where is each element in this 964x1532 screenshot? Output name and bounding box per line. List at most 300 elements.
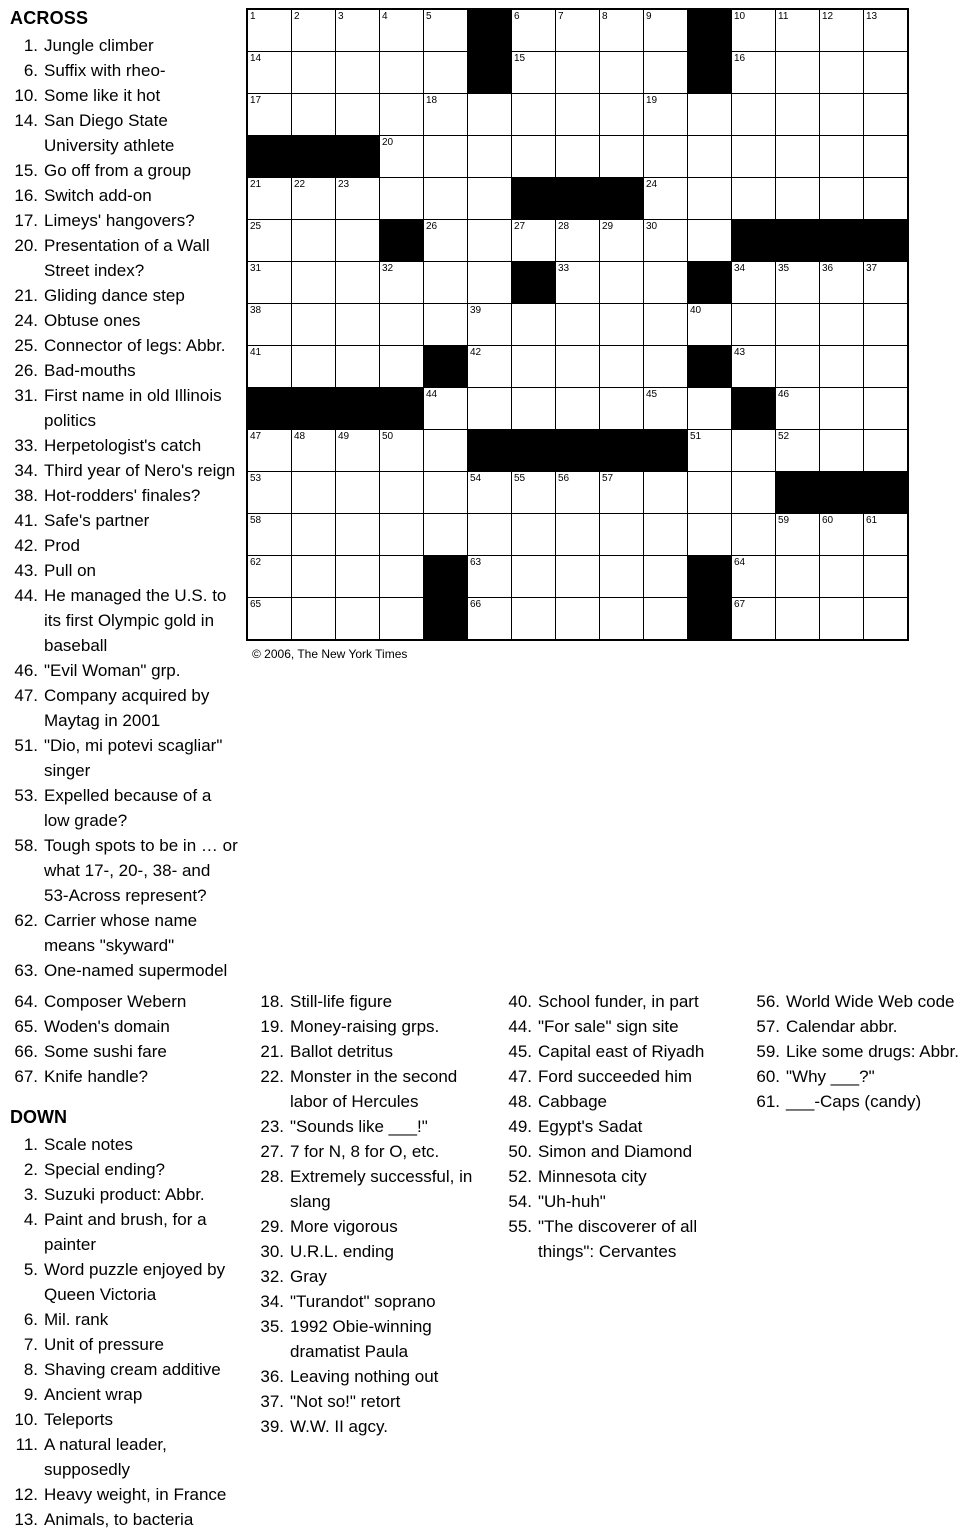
grid-cell[interactable] bbox=[292, 346, 336, 388]
grid-cell[interactable] bbox=[820, 304, 864, 346]
grid-cell[interactable] bbox=[864, 178, 909, 220]
clue-item[interactable] bbox=[10, 1332, 248, 1357]
grid-cell[interactable] bbox=[247, 472, 292, 514]
grid-cell[interactable] bbox=[556, 472, 600, 514]
grid-cell[interactable] bbox=[644, 472, 688, 514]
clue-item[interactable] bbox=[10, 458, 238, 483]
grid-cell[interactable] bbox=[380, 52, 424, 94]
grid-cell[interactable] bbox=[512, 346, 556, 388]
grid-cell[interactable] bbox=[336, 430, 380, 472]
grid-cell-number: 64 bbox=[734, 557, 746, 568]
grid-cell[interactable] bbox=[556, 94, 600, 136]
clue-item[interactable] bbox=[752, 1039, 964, 1064]
grid-cell[interactable] bbox=[380, 346, 424, 388]
grid-cell[interactable] bbox=[336, 598, 380, 641]
grid-cell[interactable] bbox=[380, 598, 424, 641]
grid-cell[interactable] bbox=[644, 598, 688, 641]
clue-item[interactable] bbox=[10, 58, 238, 83]
grid-cell[interactable] bbox=[380, 178, 424, 220]
grid-cell[interactable] bbox=[688, 388, 732, 430]
clue-text: Tough spots to be in … or what 17-, 20-, 38- and 53-Across represent? bbox=[44, 836, 238, 905]
clue-text: Paint and brush, for a painter bbox=[44, 1210, 207, 1254]
grid-cell[interactable] bbox=[644, 514, 688, 556]
grid-cell[interactable] bbox=[820, 52, 864, 94]
clue-item[interactable] bbox=[256, 1414, 496, 1439]
grid-cell[interactable] bbox=[424, 430, 468, 472]
grid-cell[interactable] bbox=[424, 514, 468, 556]
grid-cell[interactable] bbox=[292, 220, 336, 262]
grid-cell[interactable] bbox=[512, 472, 556, 514]
grid-cell[interactable] bbox=[776, 262, 820, 304]
grid-cell[interactable] bbox=[864, 514, 909, 556]
grid-cell[interactable] bbox=[600, 598, 644, 641]
grid-cell[interactable] bbox=[380, 556, 424, 598]
grid-cell[interactable] bbox=[776, 556, 820, 598]
grid-cell[interactable] bbox=[864, 598, 909, 641]
grid-cell[interactable] bbox=[732, 430, 776, 472]
clue-number: 4. bbox=[23, 1210, 38, 1229]
clue-item[interactable] bbox=[10, 783, 238, 833]
grid-cell[interactable] bbox=[688, 220, 732, 262]
grid-cell[interactable] bbox=[247, 346, 292, 388]
grid-cell[interactable] bbox=[732, 9, 776, 52]
clue-item[interactable] bbox=[10, 1357, 248, 1382]
grid-cell-blocked bbox=[468, 9, 512, 52]
grid-cell[interactable] bbox=[247, 514, 292, 556]
grid-cell[interactable] bbox=[776, 388, 820, 430]
grid-cell[interactable] bbox=[424, 136, 468, 178]
grid-cell[interactable] bbox=[732, 514, 776, 556]
grid-cell[interactable] bbox=[644, 220, 688, 262]
grid-row bbox=[247, 178, 908, 220]
clue-item[interactable] bbox=[10, 1132, 248, 1157]
grid-cell[interactable] bbox=[468, 556, 512, 598]
grid-cell[interactable] bbox=[644, 9, 688, 52]
clue-item[interactable] bbox=[504, 1114, 744, 1139]
clue-text: World Wide Web code bbox=[786, 992, 955, 1011]
clue-item[interactable] bbox=[256, 1389, 496, 1414]
grid-cell[interactable] bbox=[292, 514, 336, 556]
clue-item[interactable] bbox=[10, 1257, 248, 1307]
grid-cell[interactable] bbox=[380, 136, 424, 178]
grid-cell[interactable] bbox=[380, 514, 424, 556]
grid-cell[interactable] bbox=[688, 304, 732, 346]
grid-cell[interactable] bbox=[336, 514, 380, 556]
grid-cell[interactable] bbox=[864, 346, 909, 388]
grid-cell-blocked bbox=[644, 430, 688, 472]
grid-cell[interactable] bbox=[600, 346, 644, 388]
grid-cell[interactable] bbox=[247, 556, 292, 598]
grid-cell[interactable] bbox=[468, 472, 512, 514]
clue-item[interactable] bbox=[10, 483, 238, 508]
grid-cell[interactable] bbox=[468, 220, 512, 262]
grid-cell[interactable] bbox=[864, 9, 909, 52]
grid-cell[interactable] bbox=[292, 9, 336, 52]
clue-item[interactable] bbox=[10, 1382, 248, 1407]
grid-cell[interactable] bbox=[336, 346, 380, 388]
grid-cell[interactable] bbox=[644, 178, 688, 220]
grid-cell[interactable] bbox=[247, 94, 292, 136]
grid-cell-number: 59 bbox=[778, 515, 790, 526]
clue-item[interactable] bbox=[10, 989, 248, 1014]
clue-item[interactable] bbox=[10, 308, 238, 333]
grid-cell[interactable] bbox=[336, 304, 380, 346]
clue-item[interactable] bbox=[504, 989, 744, 1014]
clue-item[interactable] bbox=[10, 383, 238, 433]
grid-cell[interactable] bbox=[556, 220, 600, 262]
clue-item[interactable] bbox=[504, 1064, 744, 1089]
grid-cell[interactable] bbox=[600, 556, 644, 598]
grid-cell[interactable] bbox=[600, 52, 644, 94]
clue-item[interactable] bbox=[504, 1164, 744, 1189]
grid-cell[interactable] bbox=[424, 220, 468, 262]
grid-cell[interactable] bbox=[556, 9, 600, 52]
clue-item[interactable] bbox=[504, 1089, 744, 1114]
grid-cell[interactable] bbox=[820, 178, 864, 220]
grid-cell-blocked bbox=[776, 220, 820, 262]
clue-item[interactable] bbox=[10, 233, 238, 283]
clue-text: Cabbage bbox=[538, 1092, 608, 1111]
grid-cell[interactable] bbox=[424, 178, 468, 220]
grid-cell[interactable] bbox=[247, 262, 292, 304]
clue-number: 46. bbox=[14, 661, 38, 680]
grid-cell[interactable] bbox=[776, 9, 820, 52]
grid-cell[interactable] bbox=[512, 94, 556, 136]
grid-cell[interactable] bbox=[600, 220, 644, 262]
grid-cell-number: 33 bbox=[558, 263, 570, 274]
clue-item[interactable] bbox=[10, 508, 238, 533]
grid-cell[interactable] bbox=[688, 136, 732, 178]
clue-item[interactable] bbox=[10, 83, 238, 108]
clue-number: 20. bbox=[14, 236, 38, 255]
grid-cell[interactable] bbox=[468, 94, 512, 136]
grid-cell[interactable] bbox=[644, 388, 688, 430]
clue-item[interactable] bbox=[256, 989, 496, 1014]
grid-cell-number: 8 bbox=[602, 11, 608, 22]
grid-cell[interactable] bbox=[512, 388, 556, 430]
clue-item[interactable] bbox=[256, 1214, 496, 1239]
grid-cell[interactable] bbox=[644, 136, 688, 178]
clue-item[interactable] bbox=[10, 1307, 248, 1332]
grid-cell[interactable] bbox=[556, 346, 600, 388]
grid-cell[interactable] bbox=[688, 94, 732, 136]
grid-cell[interactable] bbox=[864, 556, 909, 598]
grid-cell[interactable] bbox=[424, 262, 468, 304]
grid-cell[interactable] bbox=[512, 514, 556, 556]
grid-cell[interactable] bbox=[864, 304, 909, 346]
grid-cell[interactable] bbox=[600, 136, 644, 178]
grid-cell[interactable] bbox=[336, 262, 380, 304]
grid-cell[interactable] bbox=[468, 598, 512, 641]
grid-cell[interactable] bbox=[600, 388, 644, 430]
grid-cell[interactable] bbox=[600, 262, 644, 304]
clue-item[interactable] bbox=[10, 1207, 248, 1257]
grid-cell[interactable] bbox=[820, 346, 864, 388]
grid-cell[interactable] bbox=[688, 430, 732, 472]
grid-cell[interactable] bbox=[468, 136, 512, 178]
crossword-grid[interactable] bbox=[246, 8, 909, 641]
grid-cell[interactable] bbox=[292, 430, 336, 472]
grid-cell-number: 13 bbox=[866, 11, 878, 22]
clue-text: Pull on bbox=[44, 561, 96, 580]
grid-cell[interactable] bbox=[688, 514, 732, 556]
clue-item[interactable] bbox=[10, 1432, 248, 1482]
grid-cell[interactable] bbox=[336, 472, 380, 514]
grid-cell[interactable] bbox=[247, 220, 292, 262]
grid-cell[interactable] bbox=[512, 304, 556, 346]
clue-item[interactable] bbox=[10, 33, 238, 58]
grid-cell-blocked bbox=[424, 598, 468, 641]
clue-item[interactable] bbox=[752, 989, 964, 1014]
clue-text: Animals, to bacteria bbox=[44, 1510, 194, 1529]
grid-cell[interactable] bbox=[864, 388, 909, 430]
grid-cell[interactable] bbox=[776, 514, 820, 556]
clue-item[interactable] bbox=[256, 1064, 496, 1114]
grid-cell[interactable] bbox=[556, 514, 600, 556]
grid-cell[interactable] bbox=[380, 304, 424, 346]
grid-cell[interactable] bbox=[292, 304, 336, 346]
grid-cell[interactable] bbox=[820, 136, 864, 178]
grid-cell[interactable] bbox=[776, 304, 820, 346]
grid-cell[interactable] bbox=[820, 9, 864, 52]
grid-cell[interactable] bbox=[556, 388, 600, 430]
grid-cell[interactable] bbox=[776, 346, 820, 388]
grid-cell[interactable] bbox=[732, 136, 776, 178]
grid-cell[interactable] bbox=[247, 430, 292, 472]
grid-cell-blocked bbox=[247, 136, 292, 178]
grid-cell[interactable] bbox=[247, 598, 292, 641]
clue-item[interactable] bbox=[10, 358, 238, 383]
grid-cell[interactable] bbox=[600, 472, 644, 514]
clue-item[interactable] bbox=[256, 1114, 496, 1139]
grid-cell[interactable] bbox=[644, 94, 688, 136]
crossword-grid-area bbox=[242, 8, 954, 661]
grid-cell[interactable] bbox=[864, 430, 909, 472]
grid-cell[interactable] bbox=[512, 9, 556, 52]
grid-cell[interactable] bbox=[556, 556, 600, 598]
clue-text: Calendar abbr. bbox=[786, 1017, 898, 1036]
clue-item[interactable] bbox=[10, 108, 238, 158]
clue-item[interactable] bbox=[256, 1014, 496, 1039]
clue-item[interactable] bbox=[10, 958, 238, 983]
grid-cell[interactable] bbox=[424, 9, 468, 52]
grid-cell[interactable] bbox=[644, 304, 688, 346]
clue-item[interactable] bbox=[10, 1157, 248, 1182]
clue-item[interactable] bbox=[10, 908, 238, 958]
grid-cell[interactable] bbox=[820, 94, 864, 136]
grid-cell[interactable] bbox=[292, 52, 336, 94]
grid-cell[interactable] bbox=[556, 262, 600, 304]
clue-item[interactable] bbox=[256, 1164, 496, 1214]
grid-cell[interactable] bbox=[424, 472, 468, 514]
grid-cell[interactable] bbox=[380, 9, 424, 52]
clue-item[interactable] bbox=[752, 1089, 964, 1114]
grid-cell[interactable] bbox=[732, 556, 776, 598]
clue-number: 23. bbox=[260, 1117, 284, 1136]
grid-cell[interactable] bbox=[644, 52, 688, 94]
grid-cell[interactable] bbox=[424, 52, 468, 94]
clue-item[interactable] bbox=[752, 1064, 964, 1089]
grid-cell[interactable] bbox=[776, 598, 820, 641]
grid-cell[interactable] bbox=[732, 94, 776, 136]
grid-cell[interactable] bbox=[732, 262, 776, 304]
clue-item[interactable] bbox=[256, 1239, 496, 1264]
grid-cell[interactable] bbox=[336, 9, 380, 52]
grid-cell[interactable] bbox=[600, 9, 644, 52]
grid-cell[interactable] bbox=[468, 304, 512, 346]
clue-item[interactable] bbox=[504, 1039, 744, 1064]
clue-item[interactable] bbox=[504, 1189, 744, 1214]
clue-item[interactable] bbox=[10, 733, 238, 783]
grid-cell[interactable] bbox=[336, 178, 380, 220]
clue-text: Bad-mouths bbox=[44, 361, 136, 380]
grid-cell[interactable] bbox=[336, 94, 380, 136]
grid-cell[interactable] bbox=[732, 472, 776, 514]
grid-cell[interactable] bbox=[512, 136, 556, 178]
grid-cell[interactable] bbox=[380, 472, 424, 514]
clue-item[interactable] bbox=[256, 1139, 496, 1164]
grid-cell[interactable] bbox=[600, 94, 644, 136]
grid-cell[interactable] bbox=[732, 304, 776, 346]
clue-item[interactable] bbox=[10, 283, 238, 308]
clue-item[interactable] bbox=[10, 533, 238, 558]
clue-item[interactable] bbox=[256, 1314, 496, 1364]
grid-cell[interactable] bbox=[688, 178, 732, 220]
grid-cell[interactable] bbox=[776, 52, 820, 94]
grid-cell[interactable] bbox=[556, 304, 600, 346]
grid-cell[interactable] bbox=[468, 262, 512, 304]
clue-number: 14. bbox=[14, 111, 38, 130]
clue-text: Shaving cream additive bbox=[44, 1360, 221, 1379]
grid-cell-blocked bbox=[424, 556, 468, 598]
grid-row bbox=[247, 346, 908, 388]
grid-cell[interactable] bbox=[820, 556, 864, 598]
down-clue-list-part4 bbox=[752, 989, 964, 1114]
grid-cell[interactable] bbox=[820, 388, 864, 430]
clue-item[interactable] bbox=[10, 1039, 248, 1064]
clue-item[interactable] bbox=[10, 833, 238, 908]
grid-cell[interactable] bbox=[732, 346, 776, 388]
grid-cell[interactable] bbox=[732, 178, 776, 220]
clue-text: "Dio, mi potevi scagliar" singer bbox=[44, 736, 223, 780]
grid-cell[interactable] bbox=[292, 556, 336, 598]
clue-item[interactable] bbox=[10, 1507, 248, 1532]
clue-item[interactable] bbox=[10, 208, 238, 233]
grid-cell[interactable] bbox=[512, 598, 556, 641]
grid-cell[interactable] bbox=[732, 598, 776, 641]
grid-cell[interactable] bbox=[864, 94, 909, 136]
clue-item[interactable] bbox=[10, 658, 238, 683]
grid-cell[interactable] bbox=[468, 388, 512, 430]
clue-item[interactable] bbox=[10, 1182, 248, 1207]
grid-cell[interactable] bbox=[820, 262, 864, 304]
grid-cell[interactable] bbox=[292, 262, 336, 304]
clue-item[interactable] bbox=[10, 683, 238, 733]
clue-item[interactable] bbox=[10, 1482, 248, 1507]
grid-cell[interactable] bbox=[864, 52, 909, 94]
grid-cell[interactable] bbox=[644, 262, 688, 304]
grid-cell[interactable] bbox=[424, 388, 468, 430]
clue-text: Prod bbox=[44, 536, 80, 555]
grid-cell-number: 61 bbox=[866, 515, 878, 526]
grid-cell[interactable] bbox=[732, 52, 776, 94]
grid-cell[interactable] bbox=[776, 178, 820, 220]
grid-cell[interactable] bbox=[820, 598, 864, 641]
grid-cell[interactable] bbox=[776, 94, 820, 136]
grid-cell[interactable] bbox=[864, 136, 909, 178]
grid-cell[interactable] bbox=[556, 52, 600, 94]
clue-number: 53. bbox=[14, 786, 38, 805]
grid-cell[interactable] bbox=[688, 472, 732, 514]
grid-cell[interactable] bbox=[292, 178, 336, 220]
clue-item[interactable] bbox=[10, 183, 238, 208]
grid-cell[interactable] bbox=[247, 178, 292, 220]
grid-cell[interactable] bbox=[512, 52, 556, 94]
grid-cell[interactable] bbox=[292, 94, 336, 136]
grid-cell[interactable] bbox=[556, 598, 600, 641]
grid-cell[interactable] bbox=[336, 220, 380, 262]
grid-cell[interactable] bbox=[600, 304, 644, 346]
clue-item[interactable] bbox=[10, 1014, 248, 1039]
grid-cell[interactable] bbox=[864, 262, 909, 304]
grid-cell[interactable] bbox=[292, 598, 336, 641]
grid-cell[interactable] bbox=[820, 514, 864, 556]
grid-cell[interactable] bbox=[776, 136, 820, 178]
clue-item[interactable] bbox=[256, 1039, 496, 1064]
grid-cell[interactable] bbox=[292, 472, 336, 514]
grid-cell[interactable] bbox=[247, 9, 292, 52]
clue-item[interactable] bbox=[256, 1289, 496, 1314]
grid-cell[interactable] bbox=[512, 220, 556, 262]
grid-cell[interactable] bbox=[556, 136, 600, 178]
clue-item[interactable] bbox=[10, 1064, 248, 1089]
clue-item[interactable] bbox=[10, 558, 238, 583]
grid-cell[interactable] bbox=[820, 430, 864, 472]
grid-cell[interactable] bbox=[644, 556, 688, 598]
clue-text: He managed the U.S. to its first Olympic gold in baseball bbox=[44, 586, 227, 655]
clue-item[interactable] bbox=[10, 583, 238, 658]
clue-item[interactable] bbox=[504, 1214, 744, 1264]
grid-cell[interactable] bbox=[600, 514, 644, 556]
across-clues-column-left bbox=[10, 8, 242, 983]
clue-item[interactable] bbox=[256, 1364, 496, 1389]
clue-number: 21. bbox=[260, 1042, 284, 1061]
grid-cell[interactable] bbox=[468, 178, 512, 220]
grid-cell[interactable] bbox=[336, 52, 380, 94]
grid-cell[interactable] bbox=[247, 52, 292, 94]
grid-cell[interactable] bbox=[776, 430, 820, 472]
grid-cell[interactable] bbox=[512, 556, 556, 598]
grid-cell[interactable] bbox=[336, 556, 380, 598]
clue-item[interactable] bbox=[10, 1407, 248, 1432]
grid-cell[interactable] bbox=[468, 346, 512, 388]
grid-cell[interactable] bbox=[644, 346, 688, 388]
clue-item[interactable] bbox=[256, 1264, 496, 1289]
grid-cell[interactable] bbox=[380, 430, 424, 472]
clue-item[interactable] bbox=[752, 1014, 964, 1039]
clue-item[interactable] bbox=[10, 333, 238, 358]
grid-cell[interactable] bbox=[468, 514, 512, 556]
clue-item[interactable] bbox=[504, 1139, 744, 1164]
clue-item[interactable] bbox=[10, 158, 238, 183]
grid-cell[interactable] bbox=[424, 304, 468, 346]
clue-item[interactable] bbox=[504, 1014, 744, 1039]
grid-cell[interactable] bbox=[380, 262, 424, 304]
grid-cell[interactable] bbox=[247, 304, 292, 346]
grid-cell[interactable] bbox=[380, 94, 424, 136]
clue-item[interactable] bbox=[10, 433, 238, 458]
grid-cell[interactable] bbox=[424, 94, 468, 136]
